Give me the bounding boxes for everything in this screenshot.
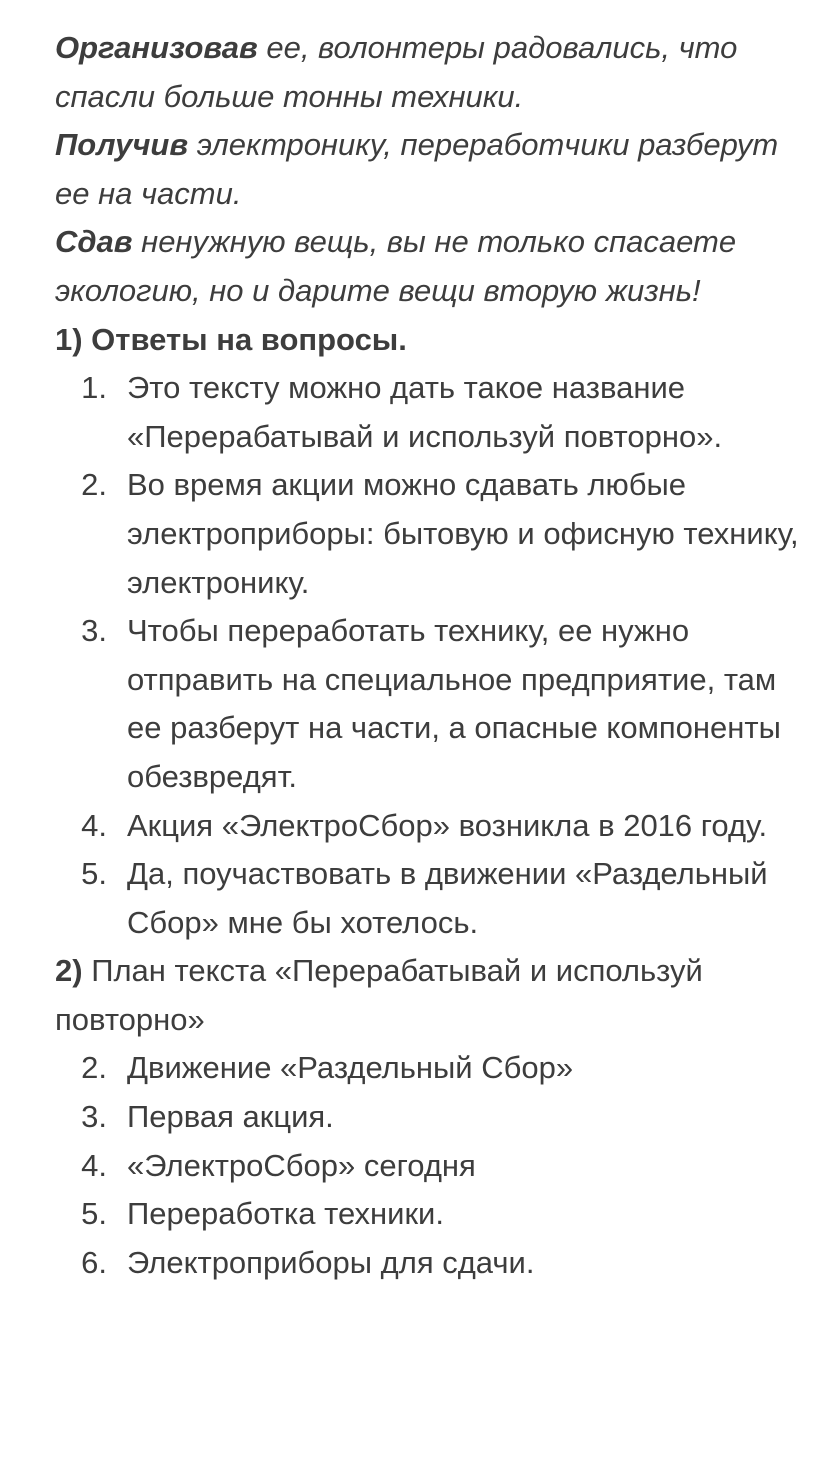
list-item-text: Да, поучаствовать в движении «Раздельный Сбор» мне бы хотелось. <box>127 856 768 940</box>
list-item <box>55 364 815 461</box>
section-1-heading-text: 1) Ответы на вопросы. <box>55 321 407 357</box>
list-item-number: 1. <box>81 370 107 406</box>
section-2-heading <box>55 947 815 1044</box>
list-item-text: Это тексту можно дать такое название «Перерабатывай и используй повторно». <box>127 370 723 454</box>
list-item-number: 2. <box>81 1050 107 1086</box>
list-item <box>55 1239 815 1288</box>
answers-list <box>55 364 815 947</box>
document-body <box>55 24 815 1287</box>
section-1-heading <box>55 316 815 365</box>
list-item <box>55 1093 815 1142</box>
list-item-text: Акция «ЭлектроСбор» возникла в 2016 году. <box>127 807 768 843</box>
list-item-number: 4. <box>81 807 107 843</box>
plan-list <box>55 1044 815 1287</box>
list-item <box>55 802 815 851</box>
intro-bold-1: Организовав <box>55 30 258 65</box>
list-item-text: Переработка техники. <box>127 1196 444 1232</box>
intro-paragraph-3 <box>55 218 815 315</box>
intro-text-3: ненужную вещь, вы не только спасаете экологию, но и дарите вещи вторую жизнь! <box>55 224 737 308</box>
section-2-heading-number: 2) <box>55 953 83 989</box>
list-item-number: 5. <box>81 856 107 892</box>
list-item-text: Первая акция. <box>127 1099 334 1135</box>
list-item-text: Во время акции можно сдавать любые электроприборы: бытовую и офисную технику, электронику. <box>127 467 799 600</box>
list-item-number: 5. <box>81 1196 107 1232</box>
list-item-number: 2. <box>81 467 107 503</box>
list-item <box>55 1044 815 1093</box>
list-item-number: 3. <box>81 613 107 649</box>
list-item <box>55 850 815 947</box>
intro-paragraph-2 <box>55 121 815 218</box>
list-item-number: 3. <box>81 1099 107 1135</box>
list-item-number: 6. <box>81 1244 107 1280</box>
list-item <box>55 1142 815 1191</box>
list-item-text: Движение «Раздельный Сбор» <box>127 1050 574 1086</box>
list-item <box>55 461 815 607</box>
intro-bold-2: Получив <box>55 127 189 163</box>
list-item-number: 4. <box>81 1147 107 1183</box>
intro-text-1: ее, волонтеры радовались, что спасли больше тонны техники. <box>55 30 738 114</box>
section-2-heading-text: План текста «Перерабатывай и используй повторно» <box>55 953 703 1037</box>
list-item-text: Чтобы переработать технику, ее нужно отправить на специальное предприятие, там ее разберут на части, а опасные компоненты обезвредят. <box>127 613 781 794</box>
list-item-text: «ЭлектроСбор» сегодня <box>127 1147 476 1183</box>
intro-text-2: электронику, переработчики разберут ее на части. <box>55 127 779 211</box>
list-item <box>55 1190 815 1239</box>
list-item-text: Электроприборы для сдачи. <box>127 1244 535 1280</box>
intro-paragraph-1 <box>55 24 815 121</box>
list-item <box>55 607 815 801</box>
intro-bold-3: Сдав <box>55 224 133 260</box>
